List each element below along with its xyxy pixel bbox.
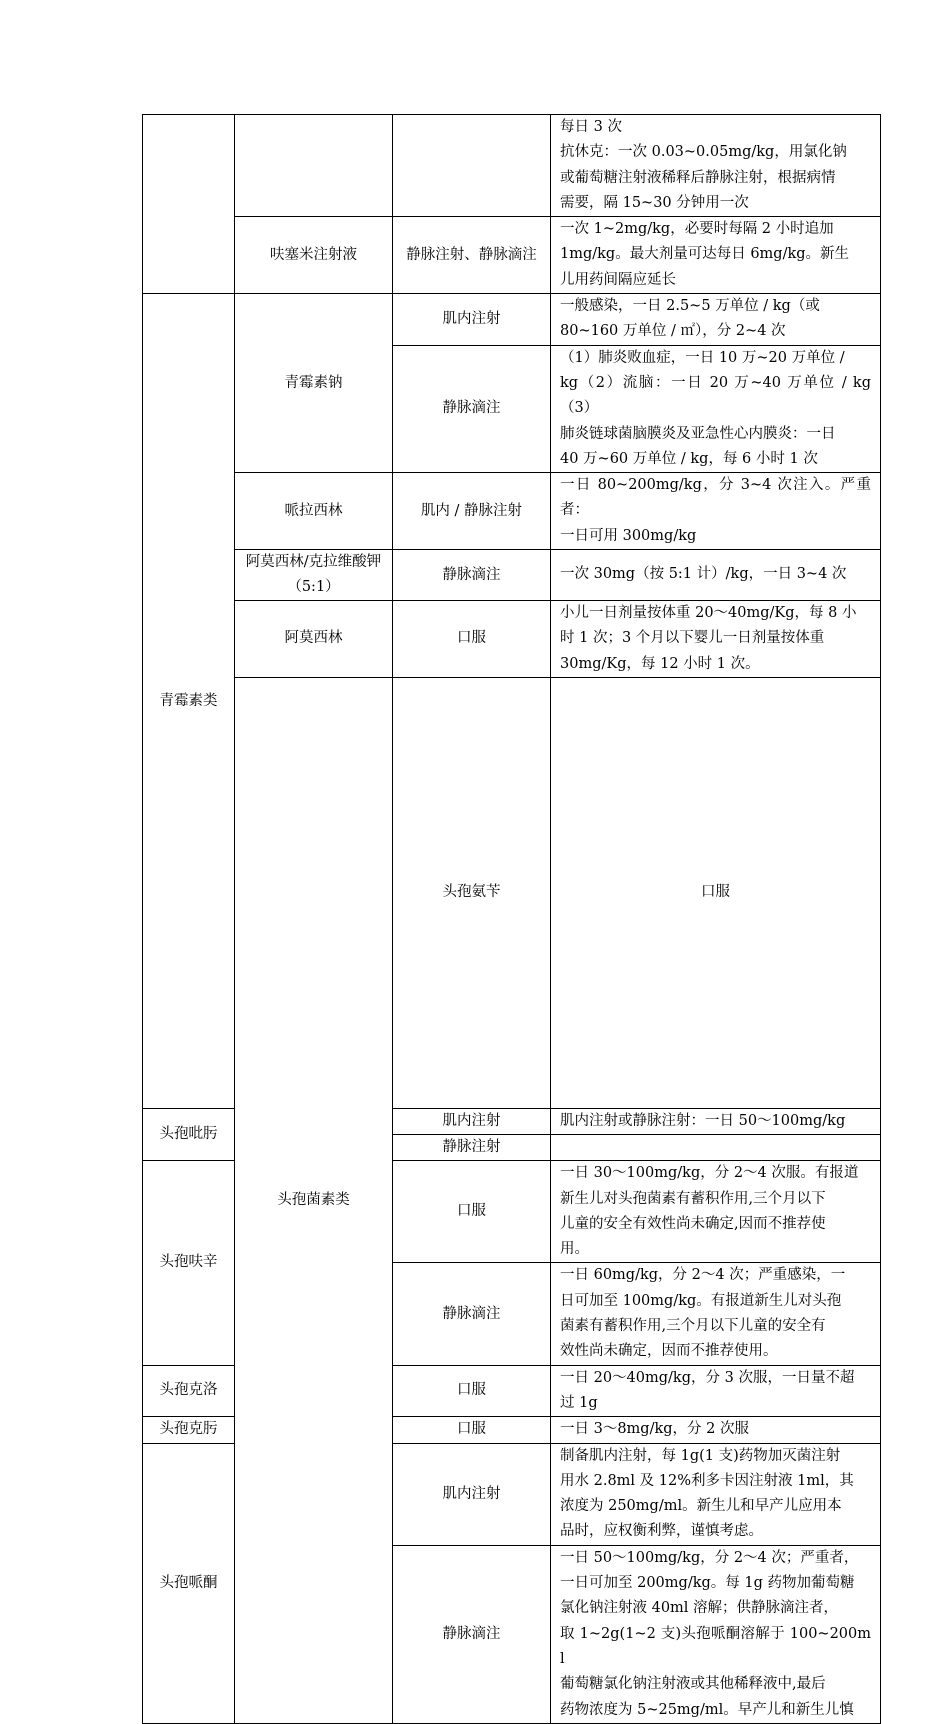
route-cell: 肌内注射 [393, 294, 551, 346]
route-cell: 静脉注射、静脉滴注 [393, 217, 551, 294]
dosage-line: 需要，隔 15~30 分钟用一次 [560, 194, 749, 211]
route-cell: 口服 [393, 1417, 551, 1443]
dosage-line: 一日 30～100mg/kg，分 2～4 次服。有报道 [560, 1165, 859, 1182]
dosage-line: 30mg/Kg，每 12 小时 1 次。 [560, 655, 760, 672]
dosage-line: 一日可用 300mg/kg [560, 527, 697, 544]
dosage-cell [551, 115, 881, 217]
dosage-line: 一日可加至 200mg/kg。每 1g 药物加葡萄糖 [560, 1575, 855, 1592]
drug-name-cell: 头孢吡肟 [143, 1108, 235, 1160]
dosage-line: 时 1 次；3 个月以下婴儿一日剂量按体重 [560, 630, 825, 647]
dosage-line: 儿用药间隔应延长 [560, 271, 676, 288]
drug-name-cell: 头孢氨苄 [393, 677, 551, 1108]
dosage-cell [551, 1161, 881, 1263]
dosage-line: 一日 3～8mg/kg，分 2 次服 [560, 1421, 749, 1438]
dosage-line: 用水 2.8ml 及 12%利多卡因注射液 1ml，其 [560, 1472, 854, 1489]
dosage-line: 一日 50～100mg/kg，分 2～4 次；严重者， [560, 1549, 859, 1566]
dosage-cell [551, 1135, 881, 1161]
route-cell: 静脉滴注 [393, 345, 551, 472]
dosage-line: 药物浓度为 5~25mg/ml。早产儿和新生儿慎 [560, 1701, 854, 1718]
category-cell-penicillins: 青霉素类 [143, 294, 235, 1109]
dosage-cell [551, 1263, 881, 1365]
route-cell: 口服 [393, 1161, 551, 1263]
dosage-line: 品时，应权衡利弊，谨慎考虑。 [560, 1523, 763, 1540]
dosage-line: 制备肌内注射，每 1g(1 支)药物加灭菌注射 [560, 1447, 841, 1464]
route-cell: 静脉滴注 [393, 550, 551, 601]
dosage-line: 一般感染，一日 2.5~5 万单位 / kg（或 [560, 298, 820, 315]
category-cell-empty [143, 115, 235, 294]
dosage-cell [551, 601, 881, 678]
route-cell: 静脉注射 [393, 1135, 551, 1161]
drug-name-cell: 头孢呋辛 [143, 1161, 235, 1365]
dosage-line: 菌素有蓄积作用,三个月以下儿童的安全有 [560, 1318, 826, 1335]
drug-name-cell: 青霉素钠 [235, 294, 393, 473]
drug-name-cell [235, 115, 393, 217]
dosage-line: 肌内注射或静脉注射：一日 50～100mg/kg [560, 1112, 846, 1129]
drug-name-cell: 头孢克肟 [143, 1417, 235, 1443]
route-cell: 静脉滴注 [393, 1263, 551, 1365]
dosage-line: 40 万~60 万单位 / kg，每 6 小时 1 次 [560, 450, 818, 467]
dosage-line: 一日 20～40mg/kg，分 3 次服，一日量不超 [560, 1369, 855, 1386]
dosage-cell [551, 217, 881, 294]
drug-name-cell: 阿莫西林 [235, 601, 393, 678]
dosage-line: 葡萄糖氯化钠注射液或其他稀释液中,最后 [560, 1676, 826, 1693]
drug-name-cell: 头孢克洛 [143, 1365, 235, 1417]
dosage-line: 一日 80~200mg/kg，分 3~4 次注入。严重者： [560, 477, 871, 519]
dosage-cell [551, 1108, 881, 1134]
route-cell: 口服 [393, 601, 551, 678]
table-row [143, 294, 881, 346]
dosage-line: 新生儿对头孢菌素有蓄积作用,三个月以下 [560, 1190, 826, 1207]
dosage-line: 抗休克：一次 0.03~0.05mg/kg，用氯化钠 [560, 144, 847, 161]
dosage-line: 儿童的安全有效性尚未确定,因而不推荐使 [560, 1215, 826, 1232]
dosage-cell [551, 1545, 881, 1723]
table-row [143, 550, 881, 601]
dosage-line: （1）肺炎败血症，一日 10 万~20 万单位 / [560, 349, 845, 366]
route-cell [393, 115, 551, 217]
dosage-line: 肺炎链球菌脑膜炎及亚急性心内膜炎：一日 [560, 425, 836, 442]
dosage-cell [551, 473, 881, 550]
table-row [143, 473, 881, 550]
dosage-line: 氯化钠注射液 40ml 溶解；供静脉滴注者， [560, 1600, 839, 1617]
drug-name-cell: 阿莫西林/克拉维酸钾（5:1） [235, 550, 393, 601]
drug-name-cell: 头孢哌酮 [143, 1443, 235, 1723]
route-cell: 口服 [393, 1365, 551, 1417]
dosage-line: 一日 60mg/kg，分 2～4 次；严重感染，一 [560, 1267, 846, 1284]
dosage-line: 日可加至 100mg/kg。有报道新生儿对头孢 [560, 1292, 842, 1309]
dosage-cell [551, 1417, 881, 1443]
dosage-line: 小儿一日剂量按体重 20～40mg/Kg，每 8 小 [560, 605, 857, 622]
dosage-line: 或葡萄糖注射液稀释后静脉注射，根据病情 [560, 169, 836, 186]
route-cell: 静脉滴注 [393, 1545, 551, 1723]
dosage-line: kg（2）流脑：一日 20 万~40 万单位 / kg（3） [560, 374, 871, 417]
dosage-cell [551, 550, 881, 601]
category-cell-cephalosporins: 头孢菌素类 [235, 677, 393, 1723]
dosage-line: 效性尚未确定，因而不推荐使用。 [560, 1343, 778, 1360]
table-row [143, 217, 881, 294]
dosage-line: 浓度为 250mg/ml。新生儿和早产儿应用本 [560, 1498, 842, 1515]
route-cell: 肌内注射 [393, 1108, 551, 1134]
table-row [143, 677, 881, 1108]
dosage-cell [551, 345, 881, 472]
route-cell: 肌内注射 [393, 1443, 551, 1545]
dosage-line: 用。 [560, 1241, 589, 1258]
dosage-line: 80~160 万单位 / ㎡），分 2~4 次 [560, 323, 786, 340]
dosage-line: 一次 1~2mg/kg，必要时每隔 2 小时追加 [560, 221, 834, 238]
dosage-line: 过 1g [560, 1394, 598, 1411]
dosage-cell [551, 294, 881, 346]
dosage-cell [551, 1365, 881, 1417]
route-cell: 口服 [551, 677, 881, 1108]
dosage-line: 1mg/kg。最大剂量可达每日 6mg/kg。新生 [560, 246, 850, 263]
dosage-line: 取 1~2g(1~2 支)头孢哌酮溶解于 100~200ml [560, 1625, 871, 1667]
dosage-table [142, 114, 881, 1724]
table-row [143, 115, 881, 217]
drug-name-cell: 呋塞米注射液 [235, 217, 393, 294]
drug-name-cell: 哌拉西林 [235, 473, 393, 550]
dosage-line: 每日 3 次 [560, 119, 622, 135]
table-row [143, 601, 881, 678]
route-cell: 肌内 / 静脉注射 [393, 473, 551, 550]
dosage-cell [551, 1443, 881, 1545]
dosage-line: 一次 30mg（按 5:1 计）/kg，一日 3~4 次 [560, 566, 847, 583]
